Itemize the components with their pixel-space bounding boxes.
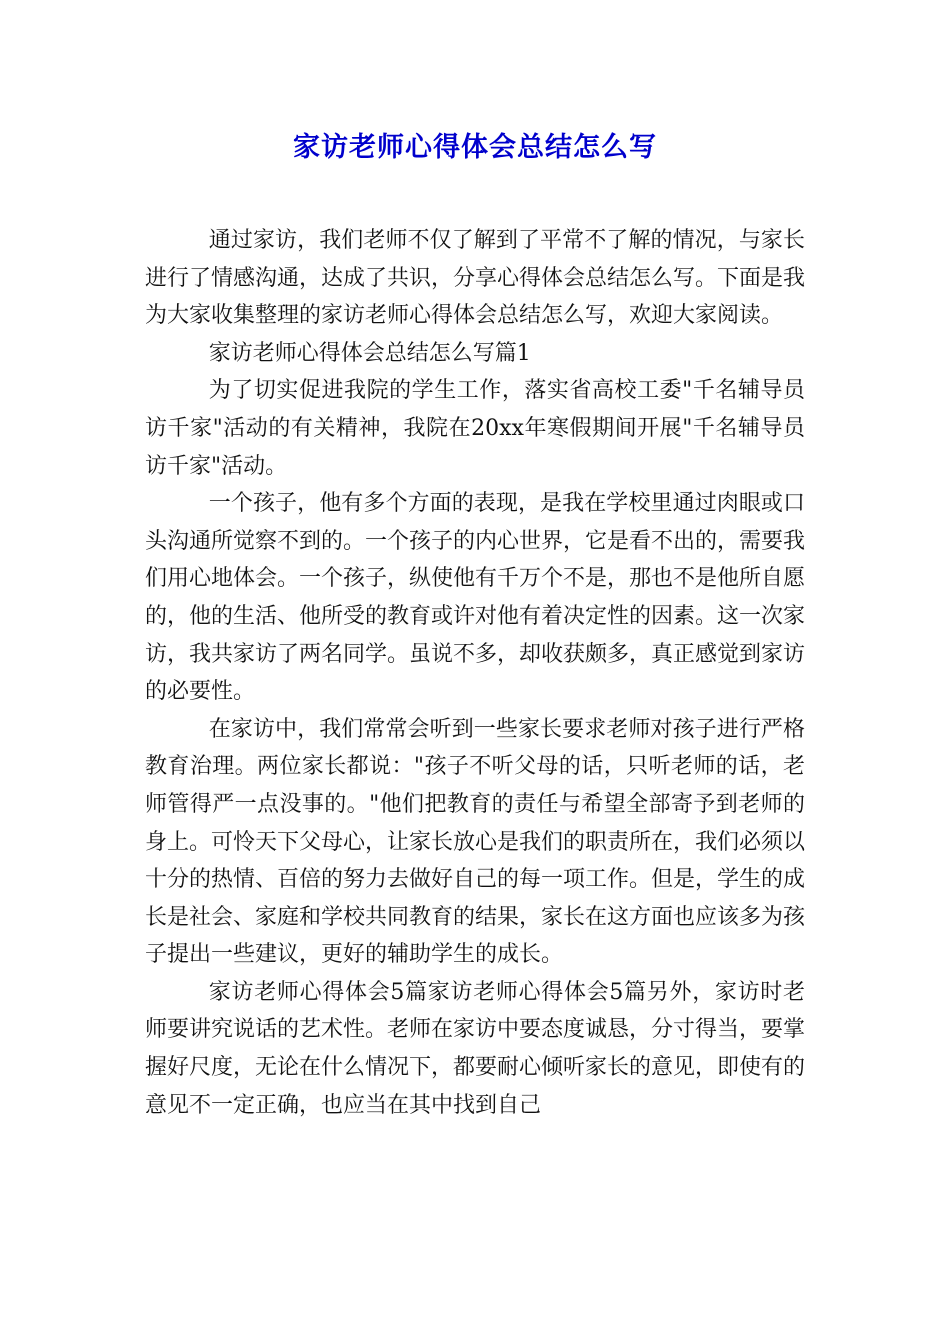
paragraph: 家访老师心得体会5篇家访老师心得体会5篇另外，家访时老师要讲究说话的艺术性。老师在家访中要态度诚恳，分寸得当，要掌握好尺度，无论在什么情况下，都要耐心倾听家长的意见，即使有的意见不一定正确，也应当在其中找到自己 <box>145 979 806 1118</box>
document-title: 家访老师心得体会总结怎么写 <box>293 132 657 163</box>
paragraph-intro: 通过家访，我们老师不仅了解到了平常不了解的情况，与家长进行了情感沟通，达成了共识，分享心得体会总结怎么写。下面是我为大家收集整理的家访老师心得体会总结怎么写，欢迎大家阅读。 <box>145 228 806 329</box>
paragraph: 在家访中，我们常常会听到一些家长要求老师对孩子进行严格教育治理。两位家长都说："孩子不听父母的话，只听老师的话，老师管得严一点没事的。"他们把教育的责任与希望全部寄予到老师的身上。可怜天下父母心，让家长放心是我们的职责所在，我们必须以十分的热情、百倍的努力去做好自己的每一项工作。但是，学生的成长是社会、家庭和学校共同教育的结果，家长在这方面也应该多为孩子提出一些建议，更好的辅助学生的成长。 <box>145 716 806 968</box>
section-heading: 家访老师心得体会总结怎么写篇1 <box>208 340 531 366</box>
paragraph: 为了切实促进我院的学生工作，落实省高校工委"千名辅导员访千家"活动的有关精神，我院在20xx年寒假期间开展"千名辅导员访千家"活动。 <box>145 378 805 479</box>
document-body <box>145 222 805 1124</box>
paragraph: 一个孩子，他有多个方面的表现，是我在学校里通过肉眼或口头沟通所觉察不到的。一个孩子的内心世界，它是看不出的，需要我们用心地体会。一个孩子，纵使他有千万个不是，那也不是他所自愿的，他的生活、他所受的教育或许对他有着决定性的因素。这一次家访，我共家访了两名同学。虽说不多，却收获颇多，真正感觉到家访的必要性。 <box>145 491 806 705</box>
